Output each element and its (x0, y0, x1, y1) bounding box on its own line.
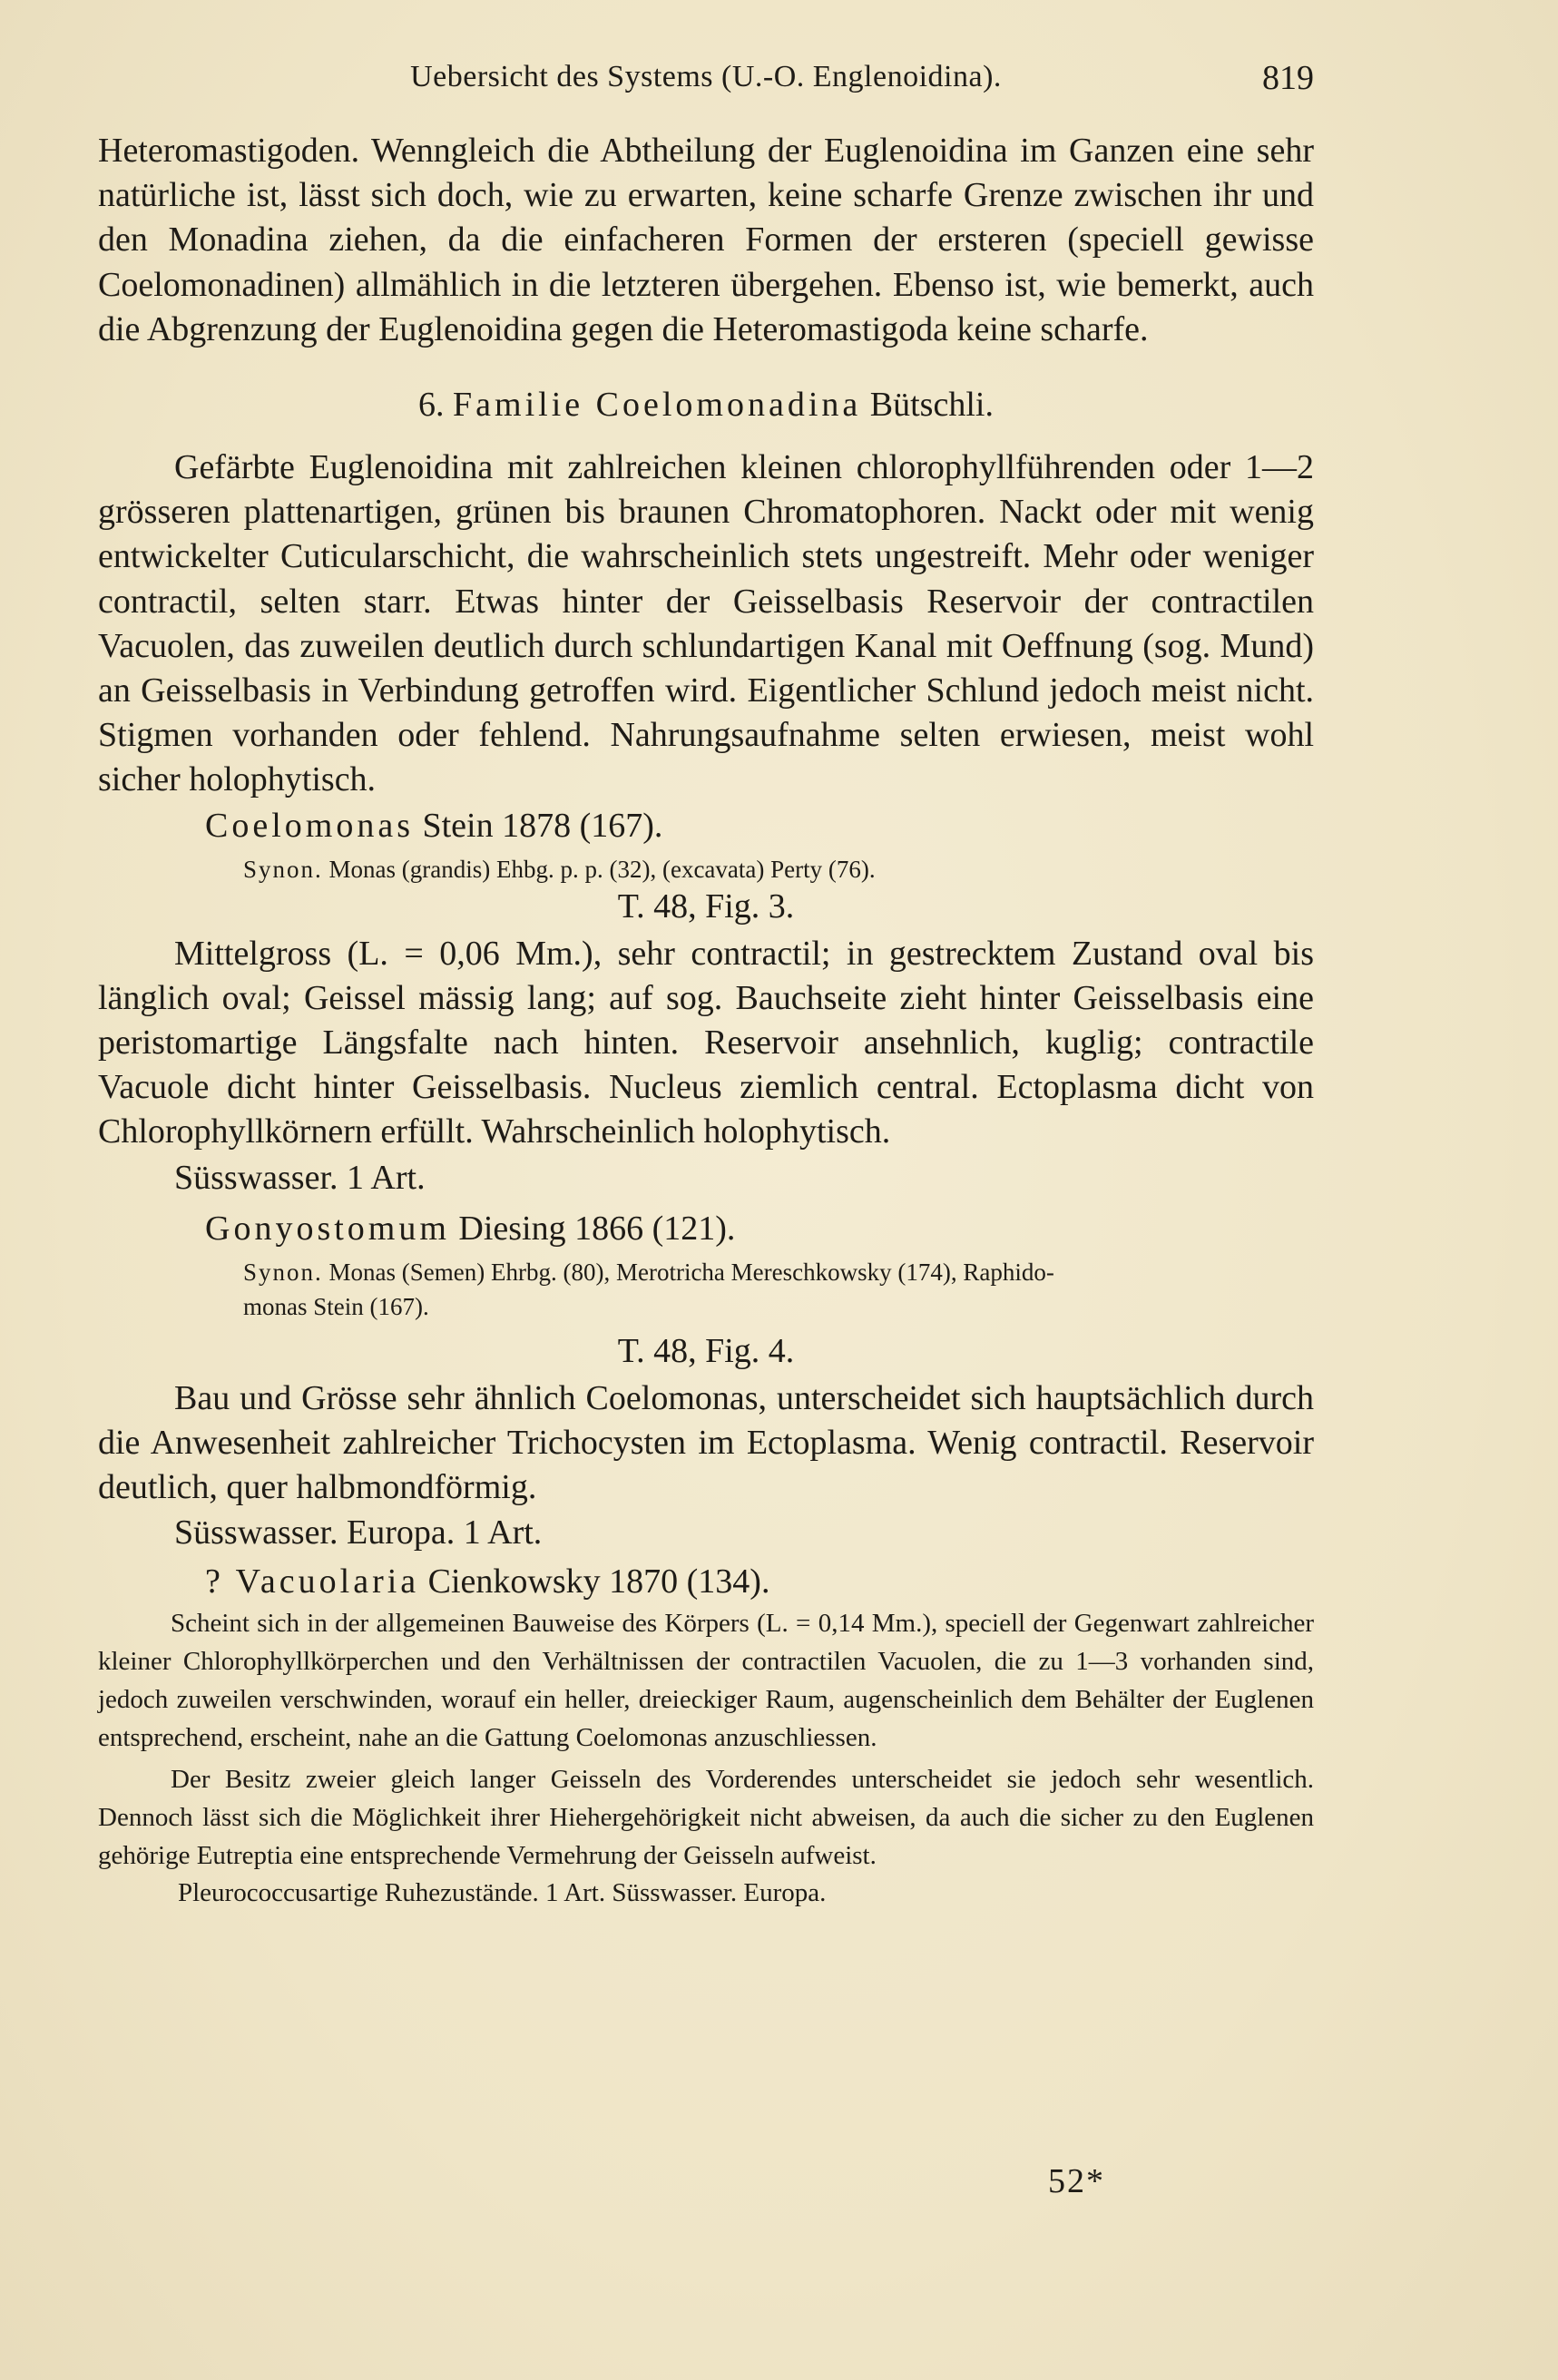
genus-name: ? Vacuolaria (205, 1562, 420, 1601)
synon-text: Monas (Semen) Ehrbg. (80), Merotricha Mereschkowsky (174), Raphido- (328, 1258, 1054, 1286)
small-paragraph-1: Scheint sich in der allgemeinen Bauweise des Körpers (L. = 0,14 Mm.), speciell der Gegenwart zahlreicher kleiner Chlorophyllkörperchen und den Verhältnissen der contractilen Vacuolen, die zu 1—3 vorhanden sind, jedoch zuweilen verschwinden, worauf ein heller, dreieckiger Raum, augenscheinlich dem Behälter der Euglenen entsprechend, erscheint, nahe an die Gattung Coelomonas anzuschliessen. (98, 1609, 1314, 1753)
synon-text: Monas (grandis) Ehbg. p. p. (32), (excavata) Perty (76). (328, 855, 876, 883)
family-author: Bütschli. (869, 386, 994, 425)
synon-text: monas Stein (167). (243, 1292, 429, 1320)
genus-habitat: Süsswasser. Europa. 1 Art. (174, 1513, 543, 1552)
genus-heading-coelomonas (98, 803, 1314, 848)
signature-mark: 52* (1048, 2162, 1105, 2200)
intro-paragraph: Heteromastigoden. Wenngleich die Abtheilung der Euglenoidina im Ganzen eine sehr natürliche ist, lässt sich doch, wie zu erwarten, keine scharfe Grenze zwischen ihr und den Monadina ziehen, da die einfacheren Formen der ersteren (speciell gewisse Coelomonadinen) allmählich in die letzteren übergehen. Ebenso ist, wie bemerkt, auch die Abgrenzung der Euglenoidina gegen die Heteromastigoda keine scharfe. (98, 132, 1314, 348)
small-last-line: Pleurococcusartige Ruhezustände. 1 Art. Süsswasser. Europa. (178, 1878, 827, 1908)
synonym-line-continued (98, 1289, 1314, 1324)
genus-authority: Cienkowsky 1870 (134). (427, 1562, 770, 1601)
genus-description: Bau und Grösse sehr ähnlich Coelomonas, unterscheidet sich hauptsächlich durch die Anwesenheit zahlreicher Trichocysten im Ectoplasma. Wenig contractil. Reservoir deutlich, quer halbmondförmig. (98, 1378, 1314, 1507)
synonym-line (98, 1255, 1314, 1289)
small-paragraph-2: Der Besitz zweier gleich langer Geisseln des Vorderendes unterscheidet sie jedoch sehr wesentlich. Dennoch lässt sich die Möglichkeit ihrer Hiehergehörigkeit nicht abweisen, da auch die sicher zu den Euglenen gehörige Eutreptia eine entsprechende Vermehrung der Geisseln aufweist. (98, 1765, 1314, 1871)
running-title: Uebersicht des Systems (U.-O. Englenoidina). (410, 60, 1002, 93)
synon-label: Synon. (243, 1258, 323, 1286)
family-name: Familie Coelomonadina (453, 386, 862, 425)
family-number: 6. (418, 386, 445, 425)
family-description: Gefärbte Euglenoidina mit zahlreichen kleinen chlorophyllführenden oder 1—2 grösseren plattenartigen, grünen bis braunen Chromatophoren. Nackt oder mit wenig entwickelter Cuticularschicht, die wahrscheinlich stets ungestreift. Mehr oder weniger contractil, selten starr. Etwas hinter der Geisselbasis Reservoir der contractilen Vacuolen, das zuweilen deutlich durch schlundartigen Kanal mit Oeffnung (sog. Mund) an Geisselbasis in Verbindung getroffen wird. Eigentlicher Schlund jedoch meist nicht. Stigmen vorhanden oder fehlend. Nahrungsaufnahme selten erwiesen, meist wohl sicher holophytisch. (98, 448, 1314, 799)
synonym-line (98, 852, 1314, 886)
genus-heading-gonyostomum (98, 1206, 1314, 1251)
genus-name: Coelomonas (205, 806, 414, 845)
synon-label: Synon. (243, 855, 323, 883)
genus-description: Mittelgross (L. = 0,06 Mm.), sehr contractil; in gestrecktem Zustand oval bis länglich oval; Geissel mässig lang; auf sog. Bauchseite zieht hinter Geisselbasis eine peristomartige Längsfalte nach hinten. Reservoir ansehnlich, kuglig; contractile Vacuole dicht hinter Geisselbasis. Nucleus ziemlich central. Ectoplasma dicht von Chlorophyllkörnern erfüllt. Wahrscheinlich holophytisch. (98, 934, 1314, 1151)
genus-authority: Stein 1878 (167). (422, 806, 663, 845)
plate-reference: T. 48, Fig. 3. (617, 886, 795, 926)
plate-reference: T. 48, Fig. 4. (617, 1331, 795, 1370)
genus-name: Gonyostomum (205, 1209, 450, 1248)
genus-habitat: Süsswasser. 1 Art. (174, 1158, 426, 1197)
page-content (98, 129, 1314, 1911)
genus-authority: Diesing 1866 (121). (458, 1209, 736, 1248)
family-heading (98, 383, 1314, 427)
page-header (98, 56, 1314, 102)
page-number: 819 (1262, 59, 1314, 97)
genus-heading-vacuolaria (98, 1559, 1314, 1604)
